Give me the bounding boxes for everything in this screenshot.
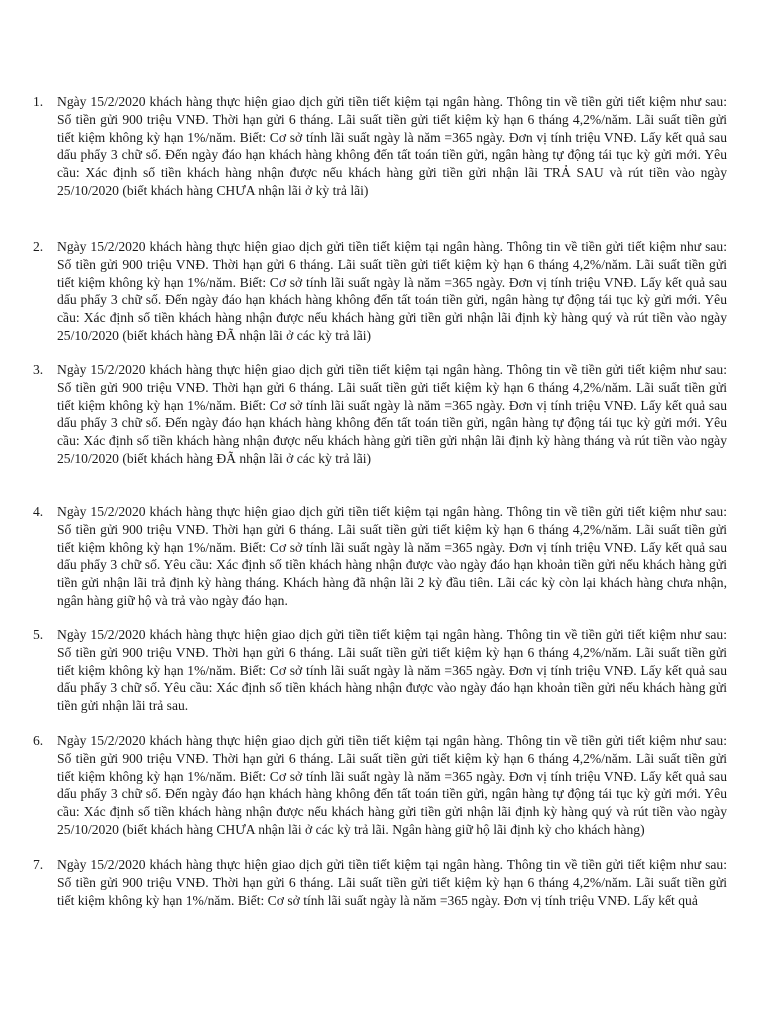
exercise-text: Ngày 15/2/2020 khách hàng thực hiện giao dịch gửi tiền tiết kiệm tại ngân hàng. Thông tin về tiền gửi tiết kiệm như sau: Số tiền gửi 900 triệu VNĐ. Thời hạn gửi 6 tháng. Lãi suất tiền gửi tiết kiệm kỳ hạn 6 tháng 4,2%/năm. Lãi suất tiền gửi tiết kiệm không kỳ hạn 1%/năm. Biết: Cơ sở tính lãi suất ngày là năm =365 ngày. Đơn vị tính triệu VNĐ. Lấy kết quả sau dấu phẩy 3 chữ số. Yêu cầu: Xác định số tiền khách hàng nhận được vào ngày đáo hạn khoản tiền gửi nếu khách hàng gửi tiền gửi nhận lãi trả sau.	[57, 627, 727, 714]
exercise-number: 4.	[33, 504, 44, 519]
exercise-number: 3.	[33, 362, 44, 377]
exercise-text: Ngày 15/2/2020 khách hàng thực hiện giao dịch gửi tiền tiết kiệm tại ngân hàng. Thông tin về tiền gửi tiết kiệm như sau: Số tiền gửi 900 triệu VNĐ. Thời hạn gửi 6 tháng. Lãi suất tiền gửi tiết kiệm kỳ hạn 6 tháng 4,2%/năm. Lãi suất tiền gửi tiết kiệm không kỳ hạn 1%/năm. Biết: Cơ sở tính lãi suất ngày là năm =365 ngày. Đơn vị tính triệu VNĐ. Lấy kết quả sau dấu phẩy 3 chữ số. Đến ngày đáo hạn khách hàng không đến tất toán tiền gửi, ngân hàng tự động tái tục kỳ gửi mới. Yêu cầu: Xác định số tiền khách hàng nhận được nếu khách hàng gửi tiền gửi nhận lãi định kỳ hàng quý và rút tiền vào ngày 25/10/2020 (biết khách hàng CHƯA nhận lãi ở các kỳ trả lãi. Ngân hàng giữ hộ lãi định kỳ cho khách hàng)	[57, 733, 727, 837]
exercise-text: Ngày 15/2/2020 khách hàng thực hiện giao dịch gửi tiền tiết kiệm tại ngân hàng. Thông tin về tiền gửi tiết kiệm như sau: Số tiền gửi 900 triệu VNĐ. Thời hạn gửi 6 tháng. Lãi suất tiền gửi tiết kiệm kỳ hạn 6 tháng 4,2%/năm. Lãi suất tiền gửi tiết kiệm không kỳ hạn 1%/năm. Biết: Cơ sở tính lãi suất ngày là năm =365 ngày. Đơn vị tính triệu VNĐ. Lấy kết quả	[57, 857, 727, 908]
exercise-number: 2.	[33, 239, 44, 254]
exercise-number: 6.	[33, 733, 44, 748]
exercise-text: Ngày 15/2/2020 khách hàng thực hiện giao dịch gửi tiền tiết kiệm tại ngân hàng. Thông tin về tiền gửi tiết kiệm như sau: Số tiền gửi 900 triệu VNĐ. Thời hạn gửi 6 tháng. Lãi suất tiền gửi tiết kiệm kỳ hạn 6 tháng 4,2%/năm. Lãi suất tiền gửi tiết kiệm không kỳ hạn 1%/năm. Biết: Cơ sở tính lãi suất ngày là năm =365 ngày. Đơn vị tính triệu VNĐ. Lấy kết quả sau dấu phẩy 3 chữ số. Đến ngày đáo hạn khách hàng không đến tất toán tiền gửi, ngân hàng tự động tái tục kỳ gửi mới. Yêu cầu: Xác định số tiền khách hàng nhận được nếu khách hàng gửi tiền gửi nhận lãi định kỳ hàng quý và rút tiền vào ngày 25/10/2020 (biết khách hàng ĐÃ nhận lãi ở các kỳ trả lãi)	[57, 239, 727, 343]
exercise-number: 1.	[33, 94, 44, 109]
exercise-text: Ngày 15/2/2020 khách hàng thực hiện giao dịch gửi tiền tiết kiệm tại ngân hàng. Thông tin về tiền gửi tiết kiệm như sau: Số tiền gửi 900 triệu VNĐ. Thời hạn gửi 6 tháng. Lãi suất tiền gửi tiết kiệm kỳ hạn 6 tháng 4,2%/năm. Lãi suất tiền gửi tiết kiệm không kỳ hạn 1%/năm. Biết: Cơ sở tính lãi suất ngày là năm =365 ngày. Đơn vị tính triệu VNĐ. Lấy kết quả sau dấu phẩy 3 chữ số. Đến ngày đáo hạn khách hàng không đến tất toán tiền gửi, ngân hàng tự động tái tục kỳ gửi mới. Yêu cầu: Xác định số tiền khách hàng nhận được nếu khách hàng gửi tiền gửi nhận lãi định kỳ hàng tháng và rút tiền vào ngày 25/10/2020 (biết khách hàng ĐÃ nhận lãi ở các kỳ trả lãi)	[57, 362, 727, 466]
exercise-text: Ngày 15/2/2020 khách hàng thực hiện giao dịch gửi tiền tiết kiệm tại ngân hàng. Thông tin về tiền gửi tiết kiệm như sau: Số tiền gửi 900 triệu VNĐ. Thời hạn gửi 6 tháng. Lãi suất tiền gửi tiết kiệm kỳ hạn 6 tháng 4,2%/năm. Lãi suất tiền gửi tiết kiệm không kỳ hạn 1%/năm. Biết: Cơ sở tính lãi suất ngày là năm =365 ngày. Đơn vị tính triệu VNĐ. Lấy kết quả sau dấu phẩy 3 chữ số. Yêu cầu: Xác định số tiền khách hàng nhận được vào ngày đáo hạn khoản tiền gửi nếu khách hàng gửi tiền gửi nhận lãi trả định kỳ hàng tháng. Khách hàng đã nhận lãi 2 kỳ đầu tiên. Lãi các kỳ còn lại khách hàng chưa nhận, ngân hàng giữ hộ và trả vào ngày đáo hạn.	[57, 504, 727, 608]
exercise-number: 7.	[33, 857, 44, 872]
exercise-text: Ngày 15/2/2020 khách hàng thực hiện giao dịch gửi tiền tiết kiệm tại ngân hàng. Thông tin về tiền gửi tiết kiệm như sau: Số tiền gửi 900 triệu VNĐ. Thời hạn gửi 6 tháng. Lãi suất tiền gửi tiết kiệm kỳ hạn 6 tháng 4,2%/năm. Lãi suất tiền gửi tiết kiệm không kỳ hạn 1%/năm. Biết: Cơ sở tính lãi suất ngày là năm =365 ngày. Đơn vị tính triệu VNĐ. Lấy kết quả sau dấu phẩy 3 chữ số. Đến ngày đáo hạn khách hàng không đến tất toán tiền gửi, ngân hàng tự động tái tục kỳ gửi mới. Yêu cầu: Xác định số tiền khách hàng nhận được nếu khách hàng gửi tiền gửi nhận lãi TRẢ SAU và rút tiền vào ngày 25/10/2020 (biết khách hàng CHƯA nhận lãi ở kỳ trả lãi)	[57, 94, 727, 198]
exercise-number: 5.	[33, 627, 44, 642]
